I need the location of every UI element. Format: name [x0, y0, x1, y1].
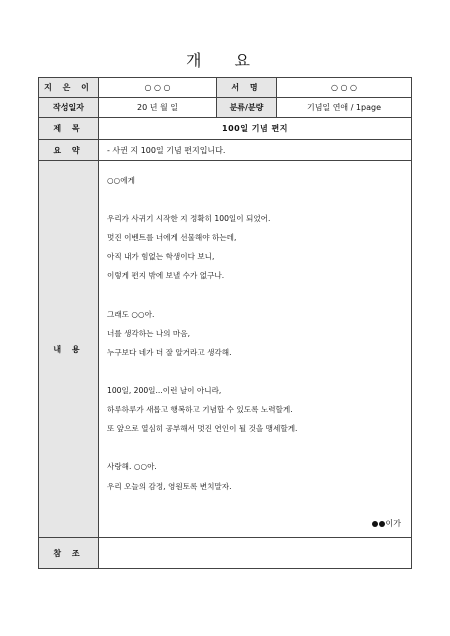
signature-value[interactable]: ○ ○ ○ — [277, 78, 412, 98]
dot-icon — [372, 521, 378, 527]
date-label: 작성일자 — [39, 98, 99, 118]
content-body[interactable] — [99, 161, 412, 538]
reference-label: 참 조 — [39, 538, 99, 569]
letter-line: 하루하루가 새롭고 행복하고 기념할 수 있도록 노력할게. — [107, 405, 293, 415]
letter-line — [107, 438, 403, 457]
letter-line: 누구보다 네가 더 잘 알거라고 생각해. — [107, 347, 232, 357]
letter-text — [107, 171, 403, 496]
letter-line: 또 앞으로 열심히 공부해서 멋진 연인이 될 것을 맹세할게. — [107, 424, 298, 434]
reference-value[interactable] — [99, 538, 412, 569]
subject-value[interactable]: 100일 기념 편지 — [99, 118, 412, 140]
letter-line: 멋진 이벤트를 너에게 선물해야 하는데, — [107, 233, 237, 243]
overview-form — [38, 77, 412, 569]
letter-line: 이렇게 편지 밖에 보낼 수가 없구나. — [107, 271, 225, 281]
summary-label: 요 약 — [39, 140, 99, 161]
dot-icon — [379, 521, 385, 527]
letter-line: 우리가 사귀기 시작한 지 정확히 100일이 되었어. — [107, 214, 271, 224]
summary-value[interactable]: - 사귄 지 100일 기념 편지입니다. — [99, 140, 412, 161]
letter-line — [107, 286, 403, 305]
date-value[interactable]: 20 년 월 일 — [99, 98, 217, 118]
signoff — [372, 518, 401, 529]
letter-line: 그래도 ○○아. — [107, 309, 155, 319]
content-label: 내 용 — [39, 161, 99, 538]
author-label: 지 은 이 — [39, 78, 99, 98]
subject-label: 제 목 — [39, 118, 99, 140]
letter-line: 우리 오늘의 감정, 영원토록 변치말자. — [107, 481, 232, 491]
letter-line: 100일, 200일...이런 날이 아니라, — [107, 386, 222, 396]
letter-line: 너를 생각하는 나의 마음, — [107, 328, 191, 338]
letter-line — [107, 362, 403, 381]
category-label: 분류/분량 — [217, 98, 277, 118]
category-value[interactable]: 기념일 연애 / 1page — [277, 98, 412, 118]
signature-label: 서 명 — [217, 78, 277, 98]
author-value[interactable]: ○ ○ ○ — [99, 78, 217, 98]
document-title: 개 요 — [186, 51, 264, 70]
letter-line — [107, 190, 403, 209]
letter-line: ○○에게 — [107, 176, 135, 185]
letter-line: 사랑해. ○○아. — [107, 462, 157, 472]
letter-line: 아직 내가 힘없는 학생이다 보니, — [107, 252, 215, 262]
signoff-text: 이가 — [385, 519, 401, 528]
